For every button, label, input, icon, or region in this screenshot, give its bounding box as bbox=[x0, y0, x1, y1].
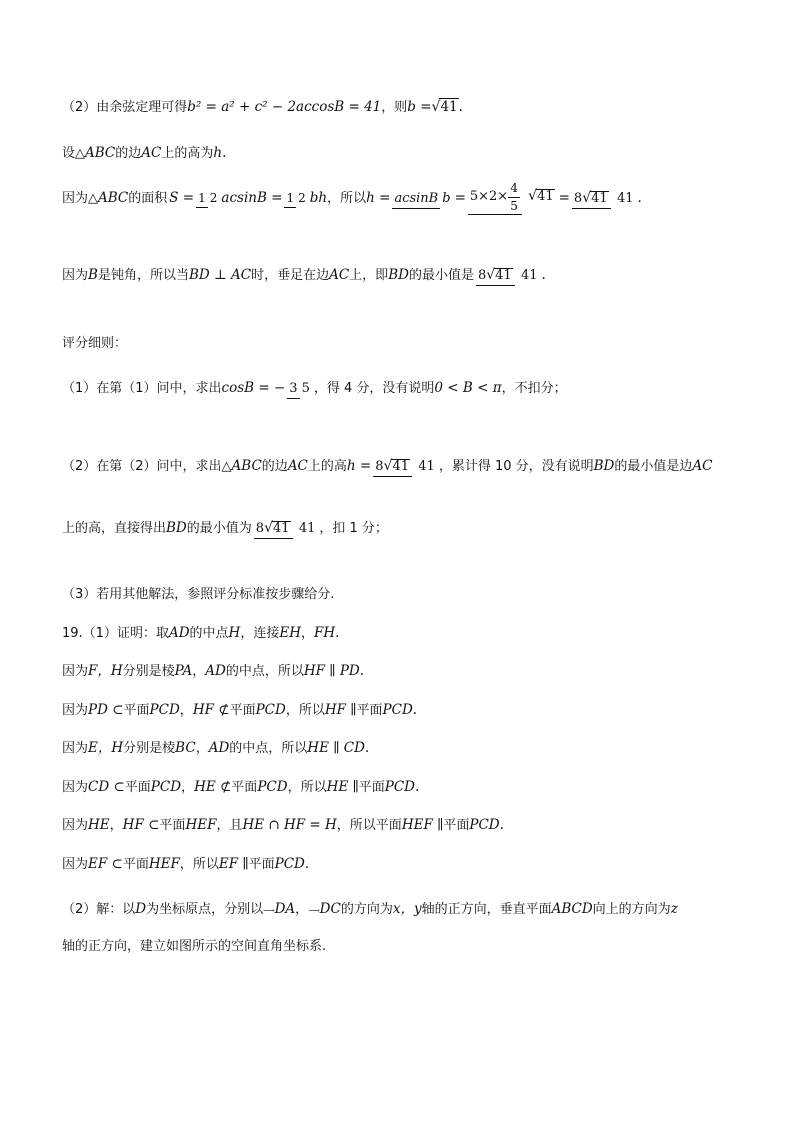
fraction-8-root41-over-41: 8 √ 41 41 bbox=[572, 191, 636, 206]
coordinate-system-line: （2）解：以 D 为坐标原点，分别以 ⟶DA ， ⟶DC 的方向为 x，y 轴的正方向，垂直平面 ABCD 向上的方向为 z bbox=[62, 901, 678, 918]
problem-19-proof-start: 19.（1）证明：取 AD 的中点 H ，连接 EH ， FH . bbox=[62, 625, 340, 642]
sqrt-41: √41 bbox=[431, 99, 458, 115]
proof-line-hf-parallel-pd: 因为 F，H 分别是棱 PA ， AD 的中点，所以 HF ∥ PD . bbox=[62, 663, 365, 680]
obtuse-angle-line: 因为 B 是钝角，所以当 BD ⊥ AC 时，垂足在边 AC 上，即 BD 的最小值是 8 √ 41 41 . bbox=[62, 268, 546, 283]
cosine-rule-equation: b² = a² + c² − 2accosB = 41 bbox=[187, 98, 382, 115]
fraction-one-half: 1 2 bbox=[284, 192, 307, 206]
fraction-numeric: 5×2× $\frac{4}{5}$ √ 41 bbox=[468, 182, 557, 215]
height-definition-line: 设△ ABC 的边 AC 上的高为 h . bbox=[62, 145, 227, 162]
area-formula-line: 因为△ ABC 的面积 S = 1 2 acsinB = 1 2 bh ，所以 h = acsinB b = 5×2× $\frac{4}{5}$ √ 41 = 8 √ 41 41 . bbox=[62, 182, 642, 215]
scoring-rule-1: （1）在第（1）问中，求出 cosB = − 3 5 ，得 4 分，没有说明 0 < B < π ，不扣分； bbox=[62, 382, 567, 396]
proof-line-he-parallel-plane: 因为 CD ⊂ 平面 PCD ， HE ⊄ 平面 PCD ，所以 HE ∥ 平面 PCD . bbox=[62, 779, 420, 796]
fraction-acsinB-over-b: acsinB b bbox=[392, 192, 452, 206]
fraction-one-half: 1 2 bbox=[196, 192, 219, 206]
fraction-8-root41-over-41: 8 √ 41 41 bbox=[373, 459, 437, 474]
fraction-3-over-5: 3 5 bbox=[287, 382, 312, 396]
coordinate-system-line-continued: 轴的正方向，建立如图所示的空间直角坐标系. bbox=[62, 939, 327, 954]
scoring-rule-3: （3）若用其他解法，参照评分标准按步骤给分. bbox=[62, 587, 335, 602]
proof-line-he-parallel-cd: 因为 E，H 分别是棱 BC ， AD 的中点，所以 HE ∥ CD . bbox=[62, 740, 370, 757]
scoring-rule-2: （2）在第（2）问中，求出△ ABC 的边 AC 上的高 h = 8 √ 41 41 ，累计得 10 分，没有说明 BD 的最小值是边 AC bbox=[62, 459, 713, 474]
proof-line-hf-parallel-plane: 因为 PD ⊂ 平面 PCD ， HF ⊄ 平面 PCD ，所以 HF ∥ 平面 PCD . bbox=[62, 702, 418, 719]
scoring-rules-heading: 评分细则： bbox=[62, 336, 128, 351]
fraction-8-root41-over-41: 8 √ 41 41 bbox=[254, 521, 318, 536]
vector-dc: ⟶DC bbox=[308, 901, 341, 917]
vector-da: ⟶DA bbox=[263, 901, 296, 917]
cosine-rule-line: （2）由余弦定理可得 b² = a² + c² − 2accosB = 41 ，则 b = √41 . bbox=[62, 98, 463, 115]
scoring-rule-2-continued: 上的高，直接得出 BD 的最小值为 8 √ 41 41 ，扣 1 分； bbox=[62, 521, 388, 536]
fraction-8-root41-over-41: 8 √ 41 41 bbox=[476, 268, 540, 283]
proof-line-planes-parallel: 因为 HE ， HF ⊂ 平面 HEF ，且 HE ∩ HF = H ，所以平面 HEF ∥ 平面 PCD . bbox=[62, 817, 504, 834]
proof-line-ef-parallel-plane: 因为 EF ⊂ 平面 HEF ，所以 EF ∥ 平面 PCD . bbox=[62, 856, 310, 873]
